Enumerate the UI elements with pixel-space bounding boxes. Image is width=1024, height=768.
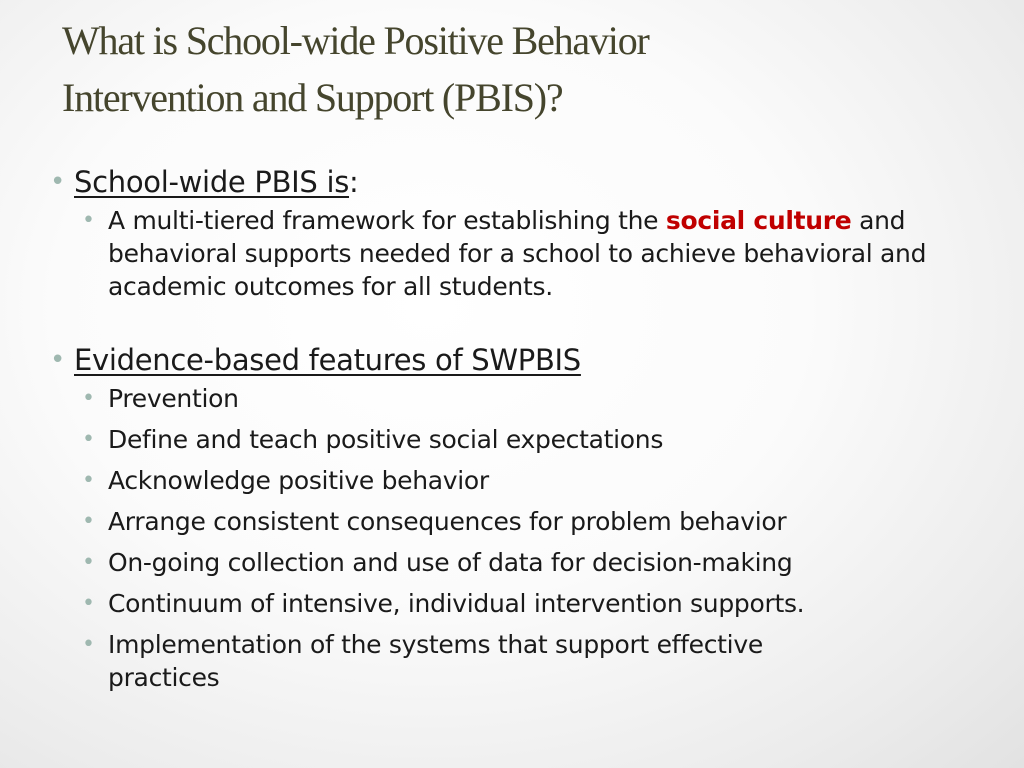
bullet-dot-icon: • [50, 345, 66, 375]
feature-item-text: Acknowledge positive behavior [108, 466, 489, 495]
section-2-heading: Evidence-based features of SWPBIS [74, 343, 581, 377]
bullet-dot-icon: • [82, 550, 95, 575]
section-1-bullet [50, 162, 980, 202]
bullet-dot-icon: • [82, 208, 95, 233]
feature-item [82, 423, 980, 456]
bullet-dot-icon: • [82, 386, 95, 411]
bullet-dot-icon: • [82, 591, 95, 616]
feature-item [82, 464, 980, 497]
bullet-dot-icon: • [82, 632, 95, 657]
feature-item [82, 546, 980, 579]
section-1-heading-suffix: : [349, 165, 359, 199]
feature-item-text: Continuum of intensive, individual intervention supports. [108, 589, 805, 618]
section-2-bullet [50, 340, 980, 380]
feature-item [82, 505, 980, 538]
section-1-definition-bullet [82, 204, 980, 303]
definition-highlight: social culture [665, 206, 852, 235]
definition-after: and behavioral supports needed for a school to achieve behavioral and academic outcomes for all students. [108, 206, 927, 301]
bullet-dot-icon: • [82, 427, 95, 452]
feature-item-text: Define and teach positive social expectations [108, 425, 664, 454]
slide-body [50, 162, 980, 694]
feature-item [82, 382, 980, 415]
slide-title-line-2: Intervention and Support (PBIS)? [62, 75, 563, 120]
feature-item-text: On-going collection and use of data for decision-making [108, 548, 793, 577]
section-1-heading: School-wide PBIS is [74, 165, 350, 199]
section-2-heading-wrap [74, 340, 581, 380]
section-1-definition [108, 204, 968, 303]
slide-title [62, 12, 942, 126]
feature-item [82, 587, 980, 620]
feature-item-text: Implementation of the systems that support effective practices [108, 630, 763, 692]
feature-item-text: Prevention [108, 384, 239, 413]
slide-title-line-1: What is School-wide Positive Behavior [62, 18, 649, 63]
feature-item-text: Arrange consistent consequences for problem behavior [108, 507, 787, 536]
bullet-dot-icon: • [50, 167, 66, 197]
definition-before: A multi-tiered framework for establishing the [108, 206, 666, 235]
section-1-heading-wrap [74, 162, 359, 202]
feature-item [82, 628, 980, 694]
bullet-dot-icon: • [82, 468, 95, 493]
bullet-dot-icon: • [82, 509, 95, 534]
